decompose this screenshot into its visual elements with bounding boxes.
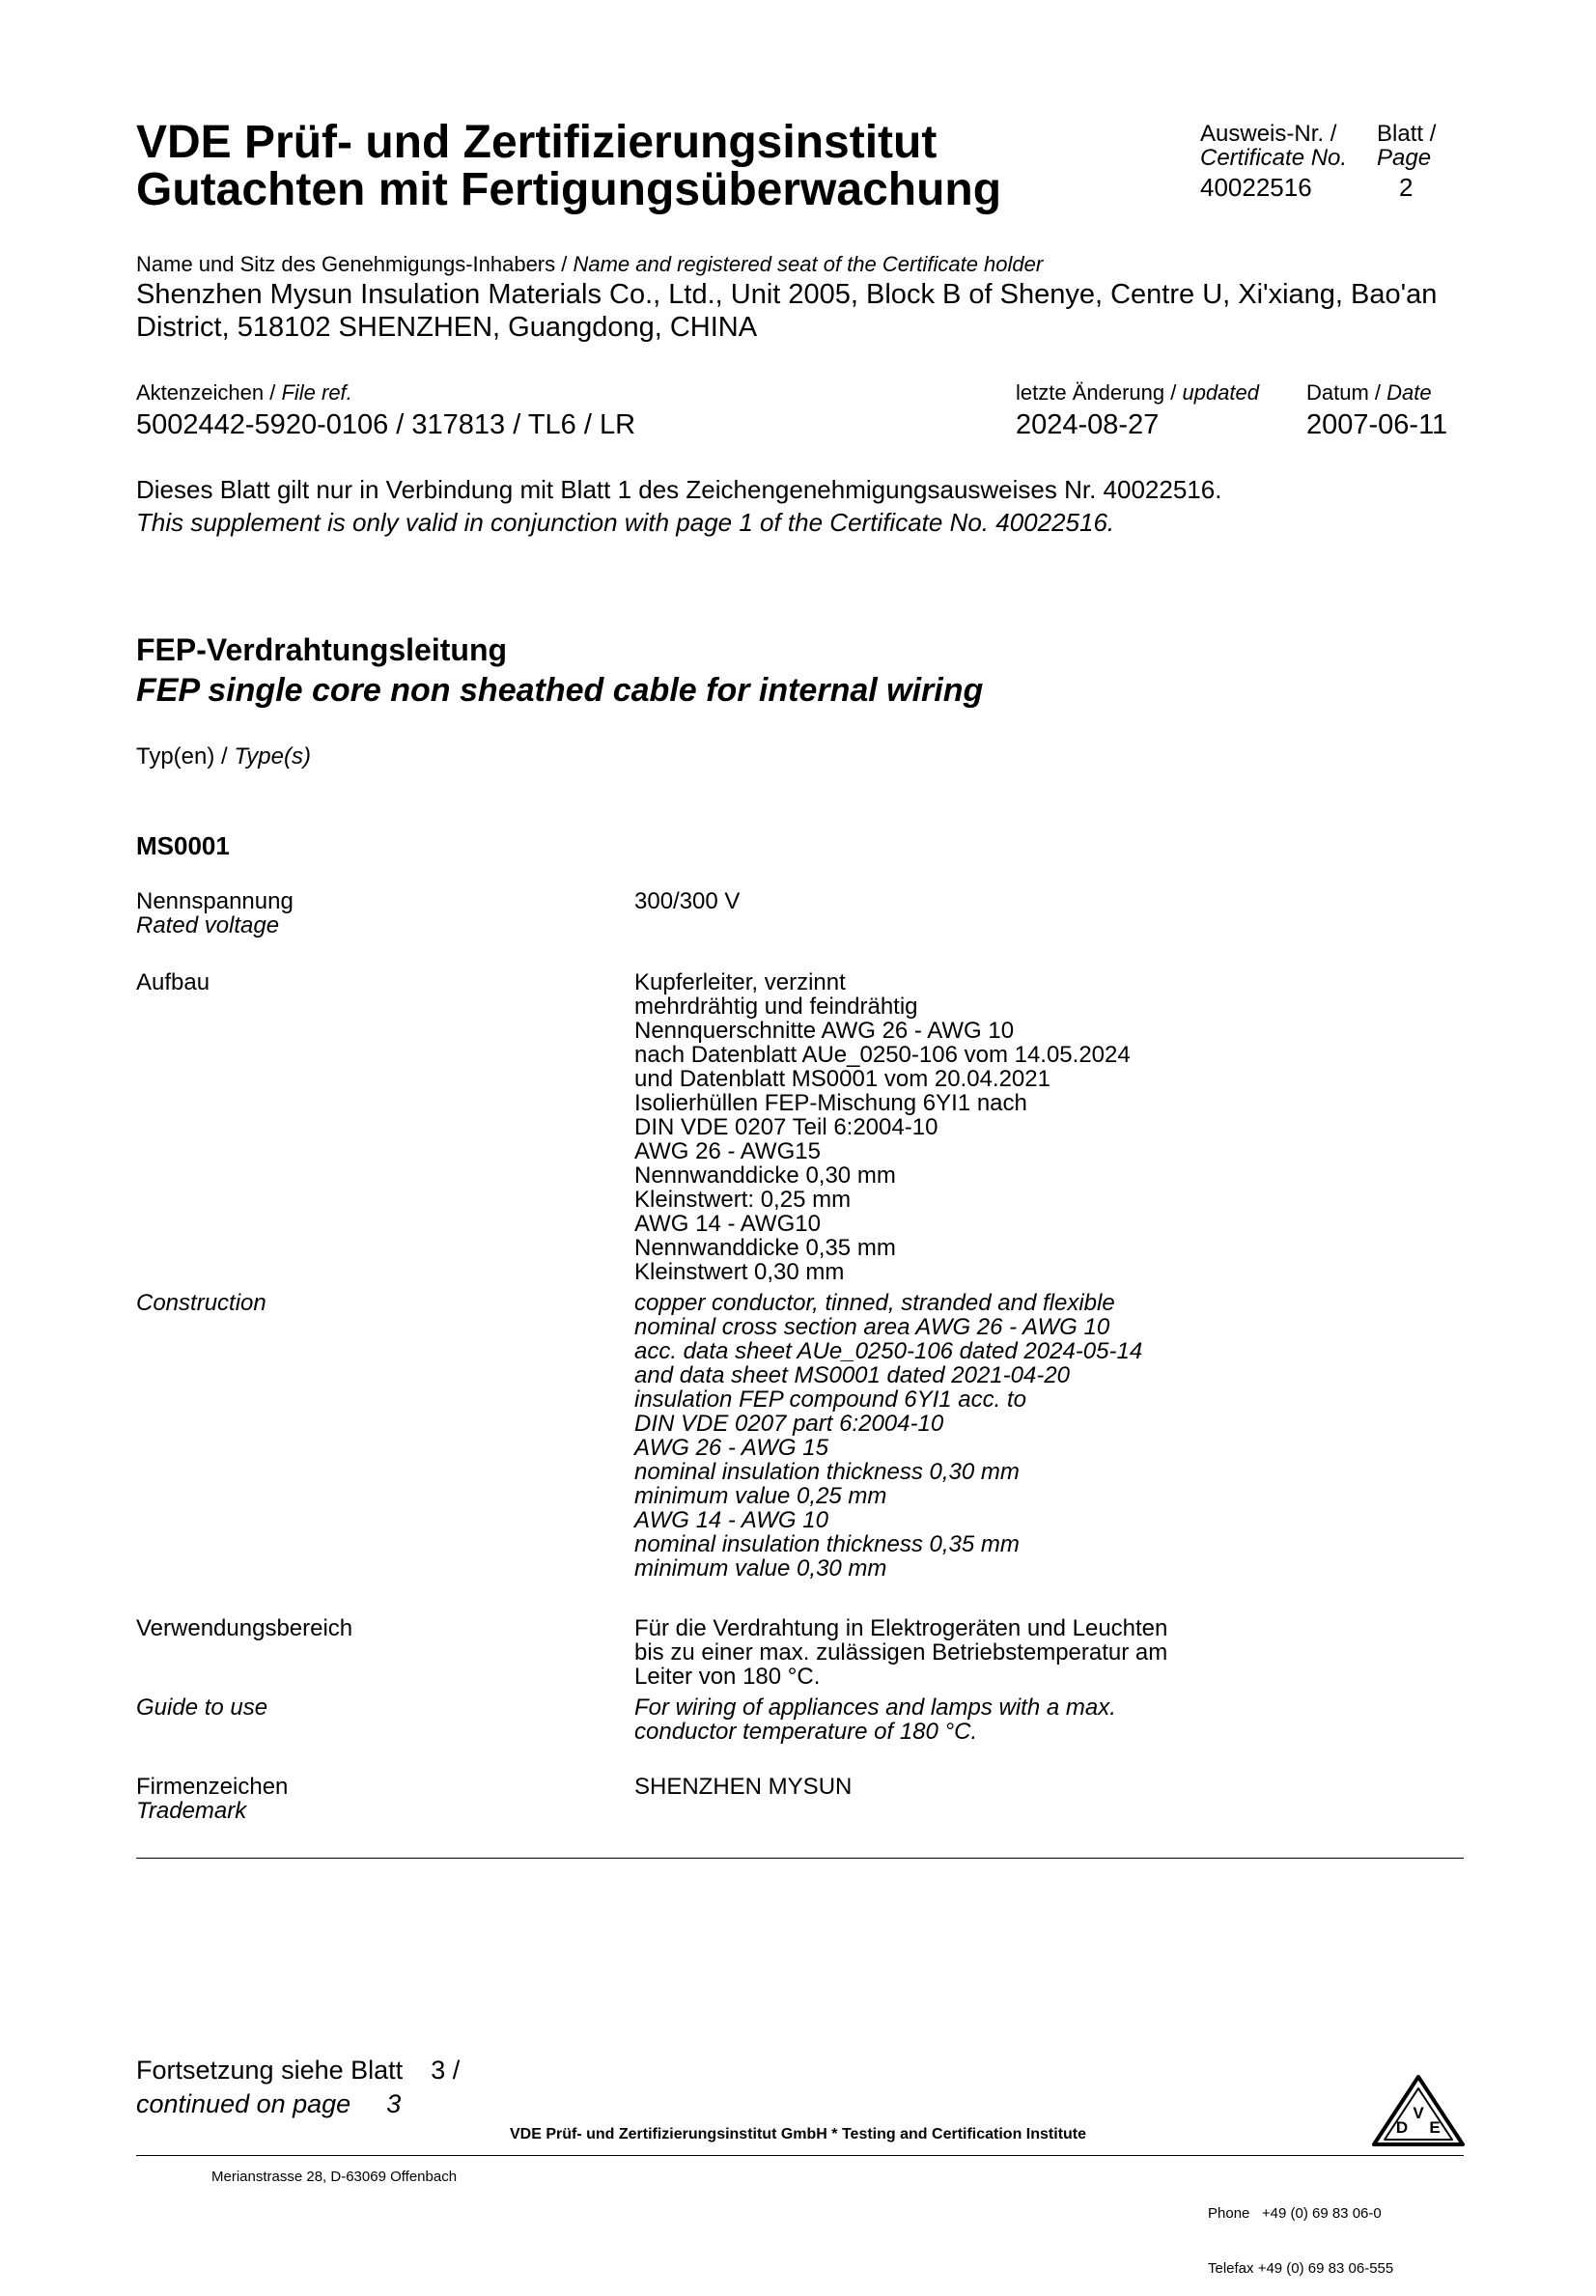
construction-de-line: Isolierhüllen FEP-Mischung 6YI1 nach xyxy=(634,1090,1027,1116)
construction-de-line: mehrdrähtig und feindrähtig xyxy=(634,994,918,1020)
construction-en-line: minimum value 0,30 mm xyxy=(634,1555,887,1582)
product-heading xyxy=(136,630,983,712)
page-number: 2 xyxy=(1399,173,1414,202)
title-line-1: VDE Prüf- und Zertifizierungsinstitut xyxy=(136,117,938,168)
type-name: MS0001 xyxy=(136,831,230,860)
types-label-de: Typ(en) / xyxy=(136,743,235,770)
construction-de-line: Nennwanddicke 0,35 mm xyxy=(634,1235,896,1261)
use-de-line: Für die Verdrahtung in Elektrogeräten und Leuchten xyxy=(634,1615,1168,1641)
use-en-list xyxy=(634,1695,1116,1744)
use-en-line: For wiring of appliances and lamps with a max. xyxy=(634,1694,1116,1721)
construction-en-line: nominal insulation thickness 0,30 mm xyxy=(634,1459,1020,1485)
svg-text:D: D xyxy=(1395,2118,1409,2137)
svg-text:V: V xyxy=(1413,2104,1424,2122)
use-de-line: bis zu einer max. zulässigen Betriebstemperatur am xyxy=(634,1639,1168,1666)
holder-line-1: Shenzhen Mysun Insulation Materials Co., Ltd., Unit 2005, Block B of Shenye, Centre U, Xi'xiang, Bao'an xyxy=(136,279,1438,310)
institute-title xyxy=(136,119,1001,213)
trademark-value: SHENZHEN MYSUN xyxy=(634,1774,853,1800)
continuation-en-label: continued on page xyxy=(136,2089,351,2118)
construction-label-de: Aufbau xyxy=(136,969,210,995)
validity-note xyxy=(136,473,1221,539)
footer-phone: Phone +49 (0) 69 83 06-0 xyxy=(1208,2205,1382,2222)
use-label-en: Guide to use xyxy=(136,1694,268,1721)
date-label xyxy=(1306,380,1432,405)
cert-label-en: Certificate No. xyxy=(1200,145,1348,171)
footer-contact xyxy=(1208,2168,1393,2296)
trademark-label xyxy=(136,1775,288,1823)
product-heading-en: FEP single core non sheathed cable for internal wiring xyxy=(136,672,984,709)
construction-de-line: AWG 26 - AWG15 xyxy=(634,1138,821,1164)
construction-label-en: Construction xyxy=(136,1290,266,1316)
use-en-line: conductor temperature of 180 °C. xyxy=(634,1719,978,1745)
construction-de-line: Kleinstwert: 0,25 mm xyxy=(634,1187,852,1213)
construction-de-line: Kupferleiter, verzinnt xyxy=(634,969,846,995)
construction-en-line: AWG 26 - AWG 15 xyxy=(634,1435,828,1461)
date-label-en: Date xyxy=(1386,380,1432,405)
use-de-line: Leiter von 180 °C. xyxy=(634,1664,821,1690)
validity-de: Dieses Blatt gilt nur in Verbindung mit Blatt 1 des Zeichengenehmigungsausweises Nr. 40022516. xyxy=(136,475,1222,504)
use-de-list xyxy=(634,1616,1167,1689)
voltage-label-en: Rated voltage xyxy=(136,912,280,938)
construction-en-line: copper conductor, tinned, stranded and flexible xyxy=(634,1290,1115,1316)
voltage-value: 300/300 V xyxy=(634,888,741,914)
title-line-2: Gutachten mit Fertigungsüberwachung xyxy=(136,164,1002,215)
construction-de-line: Nennwanddicke 0,30 mm xyxy=(634,1162,896,1189)
cert-label-de: Ausweis-Nr. / xyxy=(1200,121,1337,147)
construction-en-line: DIN VDE 0207 part 6:2004-10 xyxy=(634,1411,944,1437)
continuation-de xyxy=(136,2054,460,2087)
date-value: 2007-06-11 xyxy=(1306,409,1448,440)
holder-line-2: District, 518102 SHENZHEN, Guangdong, CHINA xyxy=(136,312,758,343)
updated-label xyxy=(1016,380,1259,405)
holder-name-address xyxy=(136,278,1437,344)
construction-en-line: nominal cross section area AWG 26 - AWG 10 xyxy=(634,1314,1110,1340)
holder-label-de: Name und Sitz des Genehmigungs-Inhabers / xyxy=(136,252,574,276)
footer-address: Merianstrasse 28, D-63069 Offenbach xyxy=(211,2169,458,2185)
validity-en: This supplement is only valid in conjunction with page 1 of the Certificate No. 40022516. xyxy=(136,508,1115,537)
continuation-de-label: Fortsetzung siehe Blatt xyxy=(136,2056,404,2085)
updated-label-de: letzte Änderung / xyxy=(1016,380,1183,405)
continuation-de-value: 3 / xyxy=(431,2056,461,2085)
construction-de-list xyxy=(634,970,1131,1284)
construction-en-line: insulation FEP compound 6YI1 acc. to xyxy=(634,1386,1027,1413)
continuation-note xyxy=(136,2054,460,2121)
construction-de-line: AWG 14 - AWG10 xyxy=(634,1211,821,1237)
voltage-label xyxy=(136,889,294,938)
construction-de-line: Nennquerschnitte AWG 26 - AWG 10 xyxy=(634,1018,1015,1044)
construction-de-line: nach Datenblatt AUe_0250-106 vom 14.05.2024 xyxy=(634,1042,1131,1068)
continuation-en xyxy=(136,2087,460,2121)
updated-label-en: updated xyxy=(1182,380,1259,405)
construction-en-line: nominal insulation thickness 0,35 mm xyxy=(634,1531,1020,1557)
holder-label xyxy=(136,252,1043,276)
page-label-en: Page xyxy=(1377,145,1432,171)
file-ref-label xyxy=(136,380,352,405)
use-label-de: Verwendungsbereich xyxy=(136,1615,353,1641)
cert-number: 40022516 xyxy=(1200,173,1312,202)
file-ref-value: 5002442-5920-0106 / 317813 / TL6 / LR xyxy=(136,409,636,440)
page-label-de: Blatt / xyxy=(1377,121,1437,147)
page-number-block xyxy=(1377,122,1436,204)
file-ref-label-de: Aktenzeichen / xyxy=(136,380,282,405)
file-ref-label-en: File ref. xyxy=(281,380,352,405)
product-heading-de: FEP-Verdrahtungsleitung xyxy=(136,632,508,667)
continuation-en-value: 3 xyxy=(386,2089,402,2118)
construction-de-line: DIN VDE 0207 Teil 6:2004-10 xyxy=(634,1114,938,1140)
voltage-label-de: Nennspannung xyxy=(136,888,294,914)
construction-en-line: minimum value 0,25 mm xyxy=(634,1483,887,1509)
types-label xyxy=(136,744,311,769)
updated-value: 2024-08-27 xyxy=(1016,409,1160,440)
trademark-label-de: Firmenzeichen xyxy=(136,1774,289,1800)
construction-en-line: AWG 14 - AWG 10 xyxy=(634,1507,828,1533)
footer-divider xyxy=(136,2155,1464,2156)
section-divider xyxy=(136,1858,1464,1859)
construction-de-line: Kleinstwert 0,30 mm xyxy=(634,1259,845,1285)
certificate-number-block xyxy=(1200,122,1347,204)
trademark-label-en: Trademark xyxy=(136,1798,247,1824)
construction-en-line: acc. data sheet AUe_0250-106 dated 2024-05-14 xyxy=(634,1338,1143,1364)
types-label-en: Type(s) xyxy=(234,743,311,770)
date-label-de: Datum / xyxy=(1306,380,1387,405)
vde-logo-icon xyxy=(1369,2073,1468,2156)
holder-label-en: Name and registered seat of the Certificate holder xyxy=(573,252,1044,276)
construction-en-list xyxy=(634,1291,1142,1581)
footer-fax: Telefax +49 (0) 69 83 06-555 xyxy=(1208,2260,1394,2277)
footer-institute: VDE Prüf- und Zertifizierungsinstitut GmbH * Testing and Certification Institute xyxy=(509,2126,1087,2142)
svg-text:E: E xyxy=(1429,2118,1441,2137)
construction-de-line: und Datenblatt MS0001 vom 20.04.2021 xyxy=(634,1066,1050,1092)
construction-en-line: and data sheet MS0001 dated 2021-04-20 xyxy=(634,1362,1071,1388)
